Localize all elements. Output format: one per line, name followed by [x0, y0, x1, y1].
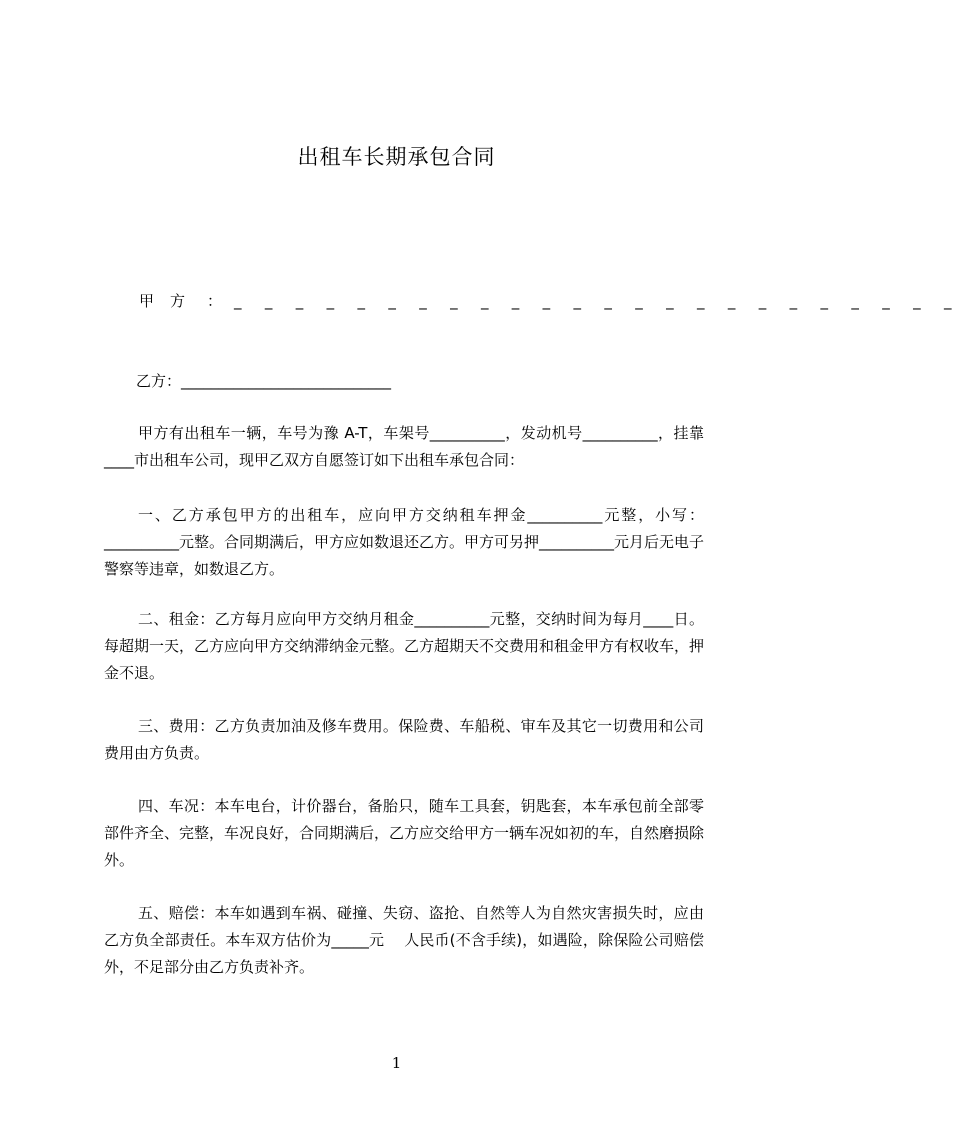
party-a-line [139, 289, 961, 313]
clause-rent: 二、租金：乙方每月应向甲方交纳月租金__________元整，交纳时间为每月____日。每超期一天，乙方应向甲方交纳滞纳金元整。乙方超期天不交费用和租金甲方有权收车，押金不退。 [104, 610, 705, 682]
clause-deposit: 一、乙方承包甲方的出租车，应向甲方交纳租车押金__________元整，小写：__________元整。合同期满后，甲方应如数退还乙方。甲方可另押__________元月后无电子警察等违章，如数退乙方。 [104, 506, 705, 578]
clause-vehicle-condition: 四、车况：本车电台，计价器台，备胎只，随车工具套，钥匙套，本车承包前全部零部件齐全、完整，车况良好，合同期满后，乙方应交给甲方一辆车况如初的车，自然磨损除外。 [104, 797, 705, 869]
contract-title: 出租车长期承包合同 [297, 145, 496, 169]
intro-paragraph: 甲方有出租车一辆，车号为豫 A-T，车架号__________，发动机号__________，挂靠____市出租车公司，现甲乙双方自愿签订如下出租车承包合同： [104, 424, 704, 469]
party-a-blank: _ _ _ _ _ _ _ _ _ _ _ _ _ _ _ _ _ _ _ _ _ _ _ _ [234, 292, 961, 310]
clause-compensation: 五、赔偿：本车如遇到车祸、碰撞、失窃、盗抢、自然等人为自然灾害损失时，应由乙方负全部责任。本车双方估价为_____元 人民币(不含手续)，如遇险，除保险公司赔偿外，不足部分由乙方负责补齐。 [104, 904, 704, 976]
party-a-colon: ： [207, 292, 223, 310]
clause-expenses: 三、费用：乙方负责加油及修车费用。保险费、车船税、审车及其它一切费用和公司费用由方负责。 [104, 717, 704, 762]
page-number: 1 [391, 1054, 402, 1072]
party-a-label: 甲方 [139, 292, 202, 310]
party-b-line: 乙方：____________________________ [136, 372, 392, 390]
